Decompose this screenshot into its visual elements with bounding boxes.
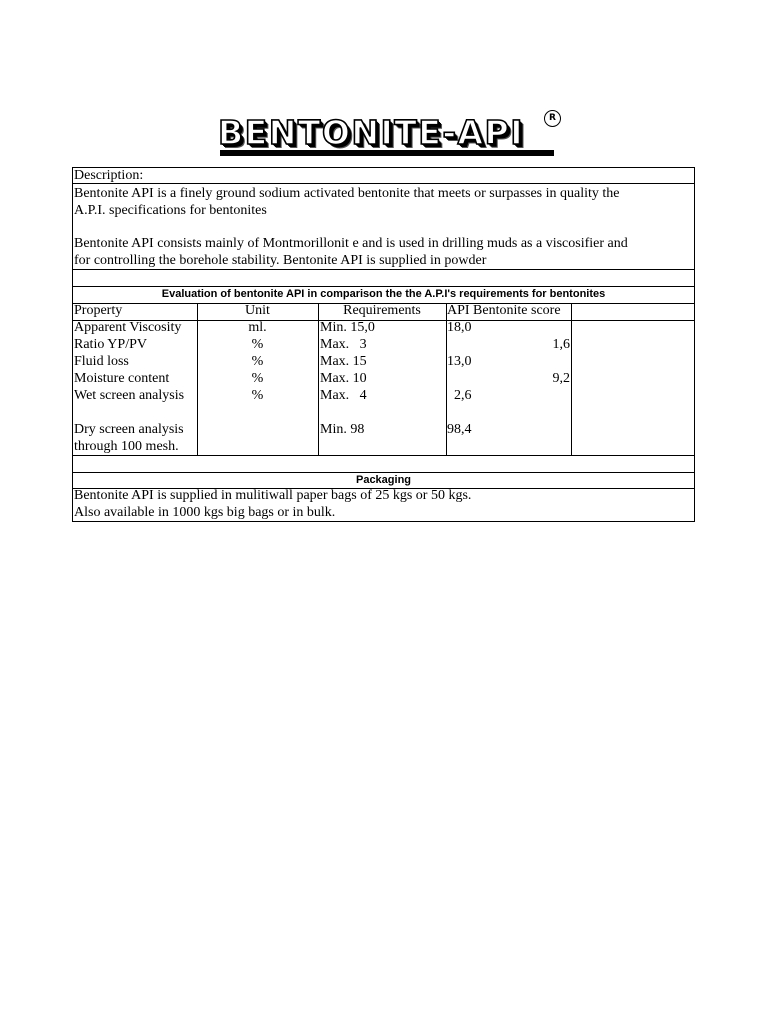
row-unit: %	[251, 337, 264, 352]
rule	[73, 286, 694, 287]
row-score: 9,2	[552, 371, 570, 386]
column-divider	[571, 303, 572, 455]
row-unit: %	[251, 371, 264, 386]
header-unit: Unit	[245, 303, 270, 318]
dry-score: 98,4	[447, 422, 472, 437]
product-logo	[214, 110, 574, 160]
header-requirements: Requirements	[343, 303, 421, 318]
dry-property: through 100 mesh.	[74, 439, 179, 454]
packaging-text: Also available in 1000 kgs big bags or in bulk.	[74, 505, 336, 520]
row-score: 1,6	[552, 337, 570, 352]
product-sheet	[72, 167, 695, 522]
row-unit: ml.	[248, 320, 267, 335]
rule	[73, 455, 694, 456]
description-label: Description:	[74, 168, 144, 183]
row-property: Wet screen analysis	[74, 388, 185, 403]
dry-property: Dry screen analysis	[74, 422, 184, 437]
rule	[73, 183, 694, 184]
dry-requirement: Min. 98	[320, 422, 365, 437]
row-property: Apparent Viscosity	[74, 320, 182, 335]
header-property: Property	[74, 303, 123, 318]
packaging-title: Packaging	[355, 474, 412, 486]
row-property: Moisture content	[74, 371, 170, 386]
column-divider	[318, 303, 319, 455]
row-score: 2,6	[447, 388, 472, 403]
evaluation-title: Evaluation of bentonite API in comparison the the A.P.I's requirements for bentonites	[161, 288, 606, 300]
row-property: Fluid loss	[74, 354, 129, 369]
description-text: Bentonite API consists mainly of Montmorillonit e and is used in drilling muds as a viscosifier and	[74, 236, 628, 251]
row-requirement: Max. 3	[320, 337, 367, 352]
rule	[73, 472, 694, 473]
description-text: Bentonite API is a finely ground sodium activated bentonite that meets or surpasses in quality the	[74, 186, 620, 201]
row-property: Ratio YP/PV	[74, 337, 147, 352]
description-text: A.P.I. specifications for bentonites	[74, 203, 267, 218]
header-score: API Bentonite score	[447, 303, 561, 318]
row-unit: %	[251, 388, 264, 403]
logo-text: BENTONITE-API	[218, 113, 525, 152]
description-text: for controlling the borehole stability. Bentonite API is supplied in powder	[74, 253, 487, 268]
row-score: 18,0	[447, 320, 472, 335]
row-requirement: Max. 4	[320, 388, 367, 403]
row-score: 13,0	[447, 354, 472, 369]
row-requirement: Max. 10	[320, 371, 367, 386]
row-requirement: Min. 15,0	[320, 320, 375, 335]
row-requirement: Max. 15	[320, 354, 367, 369]
row-unit: %	[251, 354, 264, 369]
packaging-text: Bentonite API is supplied in mulitiwall paper bags of 25 kgs or 50 kgs.	[74, 488, 472, 503]
registered-mark-icon: R	[544, 110, 561, 127]
rule	[73, 269, 694, 270]
